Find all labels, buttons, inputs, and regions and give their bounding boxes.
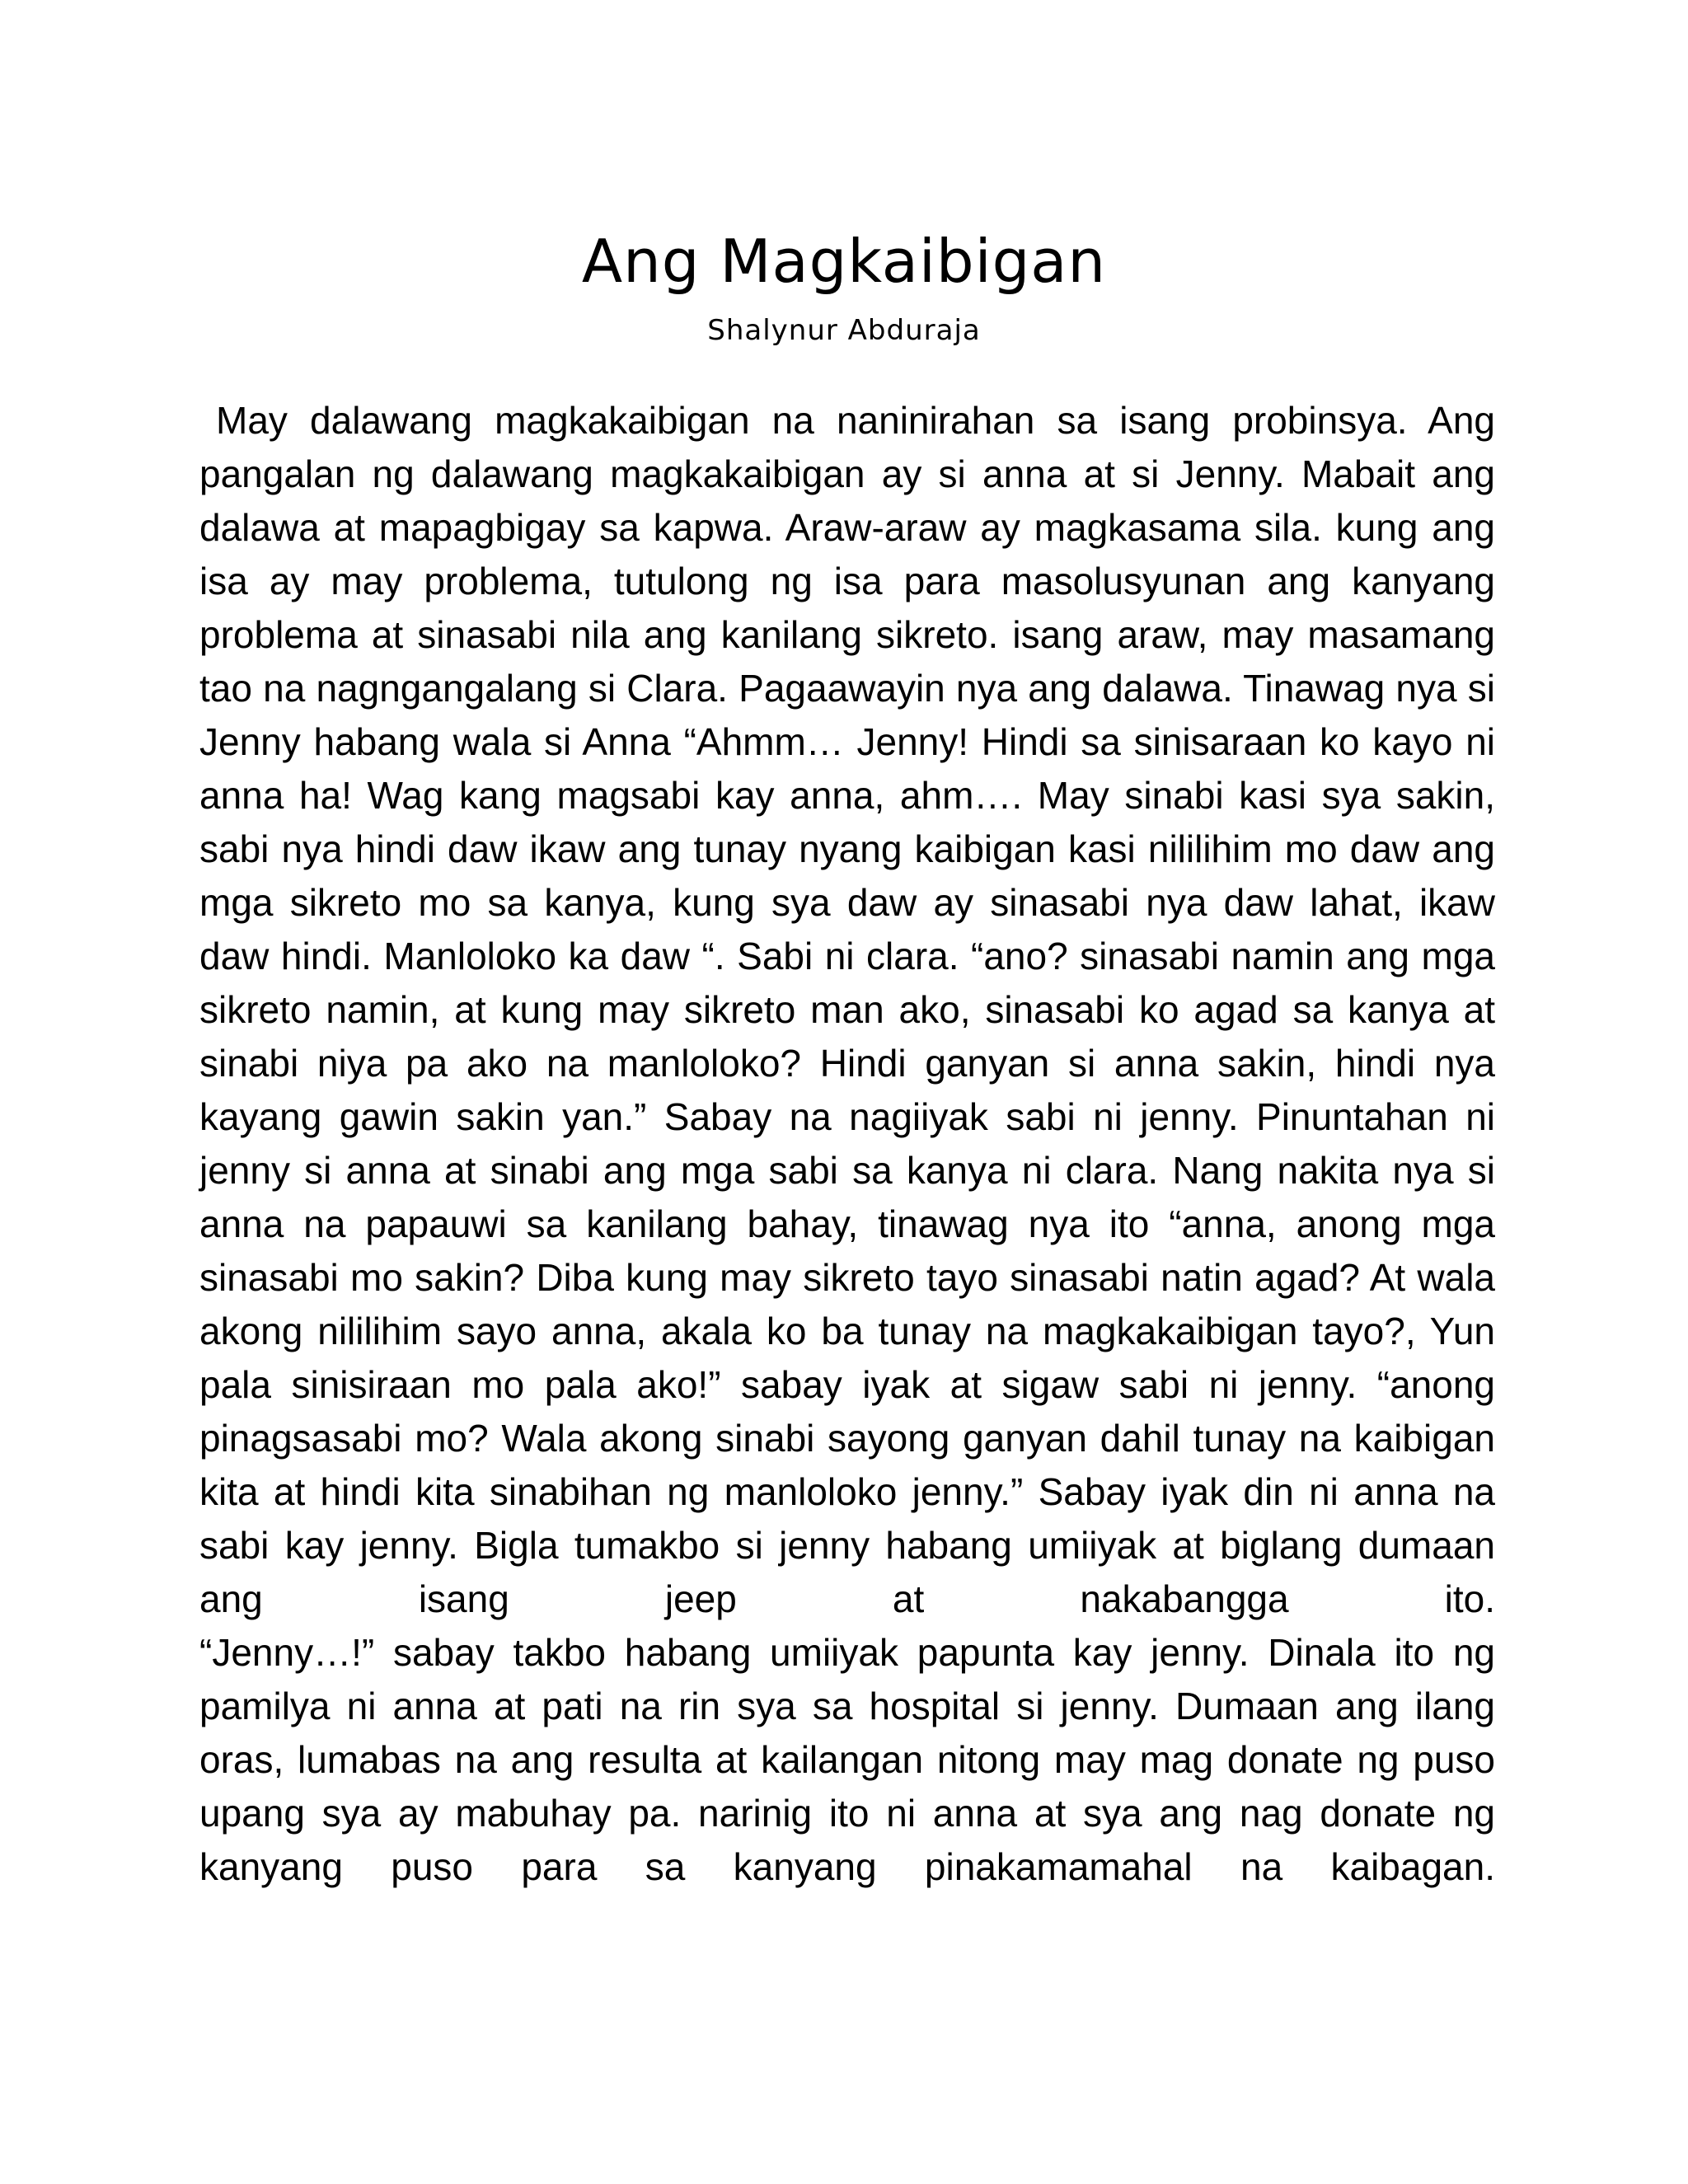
document-title: Ang Magkaibigan — [581, 227, 1107, 296]
document-author: Shalynur Abduraja — [707, 314, 981, 347]
story-paragraph: “Jenny…!” sabay takbo habang umiiyak papunta kay jenny. Dinala ito ng pamilya ni anna at pati na rin sya sa hospital si jenny. Dumaan ang ilang oras, lumabas na ang resulta at kailangan nitong may mag donate ng puso upang sya ay mabuhay pa. narinig ito ni anna at sya ang nag donate ng kanyang puso para sa kanyang pinakamamahal na kaibagan. — [199, 1631, 1495, 1888]
document-body — [199, 394, 1495, 1894]
story-paragraph: May dalawang magkakaibigan na naninirahan sa isang probinsya. Ang pangalan ng dalawang magkakaibigan ay si anna at si Jenny. Mabait ang dalawa at mapagbigay sa kapwa. Araw-araw ay magkasama sila. kung ang isa ay may problema, tutulong ng isa para masolusyunan ang kanyang problema at sinasabi nila ang kanilang sikreto. isang araw, may masamang tao na nagngangalang si Clara. Pagaawayin nya ang dalawa. Tinawag nya si Jenny habang wala si Anna “Ahmm… Jenny! Hindi sa sinisaraan ko kayo ni anna ha! Wag kang magsabi kay anna, ahm…. May sinabi kasi sya sakin, sabi nya hindi daw ikaw ang tunay nyang kaibigan kasi nililihim mo daw ang mga sikreto mo sa kanya, kung sya daw ay sinasabi nya daw lahat, ikaw daw hindi. Manloloko ka daw “. Sabi ni clara. “ano? sinasabi namin ang mga sikreto namin, at kung may sikreto man ako, sinasabi ko agad sa kanya at sinabi niya pa ako na manloloko? Hindi ganyan si anna sakin, hindi nya kayang gawin sakin yan.” Sabay na nagiiyak sabi ni jenny. Pinuntahan ni jenny si anna at sinabi ang mga sabi sa kanya ni clara. Nang nakita nya si anna na papauwi sa kanilang bahay, tinawag nya ito “anna, anong mga sinasabi mo sakin? Diba kung may sikreto tayo sinasabi natin agad? At wala akong nililihim sayo anna, akala ko ba tunay na magkakaibigan tayo?, Yun pala sinisiraan mo pala ako!” sabay iyak at sigaw sabi ni jenny. “anong pinagsasabi mo? Wala akong sinabi sayong ganyan dahil tunay na kaibigan kita at hindi kita sinabihan ng manloloko jenny.” Sabay iyak din ni anna na sabi kay jenny. Bigla tumakbo si jenny habang umiiyak at biglang dumaan ang isang jeep at nakabangga ito. — [199, 399, 1495, 1620]
